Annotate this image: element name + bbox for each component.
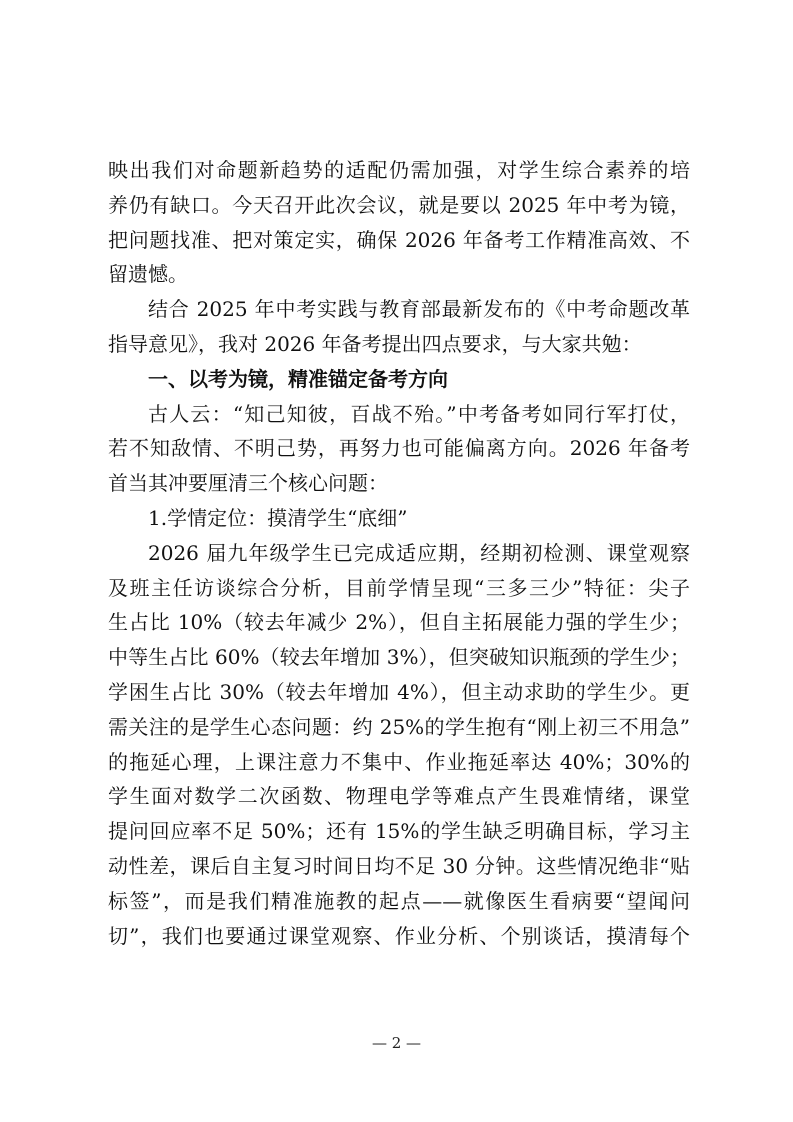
text-line: 首当其冲要厘清三个核心问题：	[108, 471, 388, 496]
text-line: 中等生占比 60%（较去年增加 3%），但突破知识瓶颈的学生少；	[108, 645, 690, 670]
sub-heading: 1.学情定位：摸清学生“底细”	[148, 505, 408, 530]
text-line: 学困生占比 30%（较去年增加 4%），但主动求助的学生少。更	[108, 679, 690, 704]
text-line: 指导意见》，我对 2026 年备考提出四点要求，与大家共勉：	[108, 331, 642, 356]
text-line: 把问题找准、把对策定实，确保 2026 年备考工作精准高效、不	[108, 227, 690, 252]
text-line: 映出我们对命题新趋势的适配仍需加强，对学生综合素养的培	[108, 158, 690, 182]
text-line: 2026 届九年级学生已完成适应期，经期初检测、课堂观察	[148, 540, 690, 565]
text-line: 提问回应率不足 50%；还有 15%的学生缺乏明确目标，学习主	[108, 819, 690, 844]
text-line: 的拖延心理，上课注意力不集中、作业拖延率达 40%；30%的	[108, 749, 690, 774]
text-line: 学生面对数学二次函数、物理电学等难点产生畏难情绪，课堂	[108, 784, 690, 809]
text-line: 生占比 10%（较去年减少 2%），但自主拓展能力强的学生少；	[108, 610, 690, 635]
body-text	[108, 153, 690, 953]
text-line: 留遗憾。	[108, 262, 188, 287]
text-line: 动性差，课后自主复习时间日均不足 30 分钟。这些情况绝非“贴	[108, 853, 690, 878]
section-heading: 一、以考为镜，精准锚定备考方向	[148, 366, 448, 391]
text-line: 切”，我们也要通过课堂观察、作业分析、个别谈话，摸清每个	[108, 923, 690, 948]
text-line: 及班主任访谈综合分析，目前学情呈现“三多三少”特征：尖子	[108, 575, 690, 600]
text-line: 需关注的是学生心态问题：约 25%的学生抱有“刚上初三不用急”	[108, 714, 690, 739]
text-line: 古人云：“知己知彼，百战不殆。”中考备考如同行军打仗，	[148, 401, 690, 426]
text-line: 若不知敌情、不明己势，再努力也可能偏离方向。2026 年备考	[108, 436, 690, 461]
page-number: — 2 —	[371, 1034, 422, 1052]
text-line: 养仍有缺口。今天召开此次会议，就是要以 2025 年中考为镜，	[108, 192, 690, 217]
text-line: 结合 2025 年中考实践与教育部最新发布的《中考命题改革	[148, 297, 690, 322]
text-line: 标签”，而是我们精准施教的起点——就像医生看病要“望闻问	[108, 888, 690, 913]
